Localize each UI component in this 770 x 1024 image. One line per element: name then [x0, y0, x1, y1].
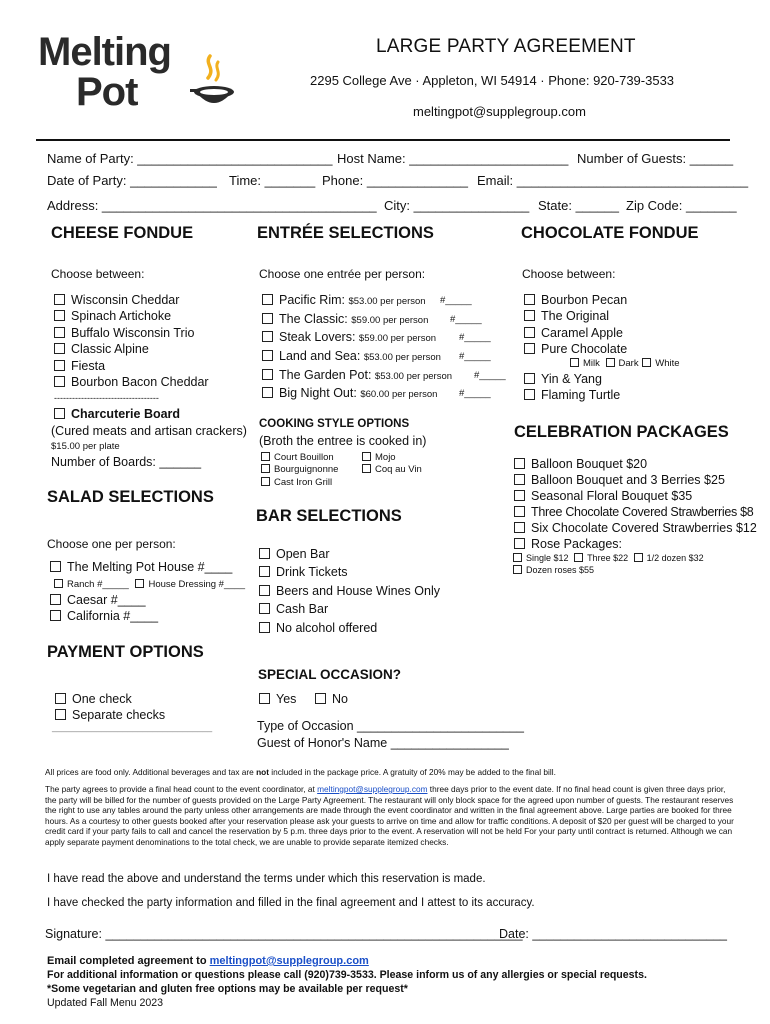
chocolate-option[interactable]: Yin & Yang: [524, 372, 602, 386]
entree-count-field[interactable]: #_____: [440, 295, 472, 306]
cooking-option[interactable]: Mojo: [362, 452, 396, 463]
acknowledgement-2: I have checked the party information and filled in the final agreement and I attest to its accuracy.: [47, 897, 535, 909]
checkbox-icon[interactable]: [54, 343, 65, 354]
cheese-option[interactable]: Classic Alpine: [54, 342, 149, 356]
charcuterie-price: $15.00 per plate: [51, 441, 120, 452]
cooking-style-subtitle: (Broth the entree is cooked in): [259, 434, 427, 448]
checkbox-icon[interactable]: [50, 561, 61, 572]
chocolate-option[interactable]: Flaming Turtle: [524, 388, 620, 402]
signature-field[interactable]: Signature: ____________________________________________________________: [45, 927, 523, 941]
salad-prompt: Choose one per person:: [47, 537, 176, 551]
header-divider: [36, 139, 730, 141]
cheese-option[interactable]: Fiesta: [54, 359, 105, 373]
celebration-option[interactable]: Balloon Bouquet $20: [514, 457, 647, 471]
logo-line1: Melting: [38, 30, 171, 74]
celebration-option[interactable]: Three Chocolate Covered Strawberries $8: [514, 505, 753, 519]
checkbox-icon[interactable]: [262, 387, 273, 398]
acknowledgement-1: I have read the above and understand the terms under which this reservation is made.: [47, 873, 486, 885]
chocolate-fondue-heading: CHOCOLATE FONDUE: [521, 224, 699, 242]
checkbox-icon[interactable]: [54, 360, 65, 371]
checkbox-icon[interactable]: [259, 693, 270, 704]
dressing-options: Ranch #_____ House Dressing #____: [54, 579, 245, 590]
checkbox-icon[interactable]: [514, 474, 525, 485]
name-of-party-field[interactable]: Name of Party: ___________________________: [47, 151, 333, 166]
checkbox-icon[interactable]: [261, 464, 270, 473]
type-of-occasion-field[interactable]: Type of Occasion ________________________: [257, 719, 524, 733]
date-of-party-field[interactable]: Date of Party: ____________: [47, 173, 217, 188]
terms-paragraph: The party agrees to provide a final head count to the event coordinator, at meltingpot@supplegroup.com three days prior to the event date. If no final head count is given three days prior, the party will be billed for the number of guests provided on the Large Party Agreement. The restaurant will only block space for the agreed upon number of guests. The restaurant reserves the right to use any tables around the party unless other arrangements are made through the event coordinator and written in the final agreement above. Large parties are booked for three hours. As a courtesy to other guests booked after your reservation please ask your guests to arrive on time and allow for traffic conditions. A deposit of $20 per guest will be charged to your credit card if your party fails to call and cancel the reservation by 5 p.m. three days prior to the event. A reservation will not be held For your party until contract is returned. Although we can apply separate payment denominations to the total check, we are unable to provide separate itemized checks.: [45, 784, 734, 847]
fondue-pot-icon: [188, 52, 240, 114]
checkbox-icon[interactable]: [524, 294, 535, 305]
checkbox-icon[interactable]: [259, 566, 270, 577]
restaurant-email: meltingpot@supplegroup.com: [413, 104, 586, 119]
checkbox-icon[interactable]: [514, 538, 525, 549]
cooking-option[interactable]: Coq au Vin: [362, 464, 422, 475]
occasion-yes-option[interactable]: Yes: [259, 692, 296, 706]
checkbox-icon[interactable]: [262, 313, 273, 324]
charcuterie-description: (Cured meats and artisan crackers): [51, 424, 247, 438]
checkbox-icon[interactable]: [54, 327, 65, 338]
celebration-option[interactable]: Seasonal Floral Bouquet $35: [514, 489, 692, 503]
vegetarian-note: *Some vegetarian and gluten free options may be available per request*: [47, 983, 408, 995]
checkbox-icon[interactable]: [524, 373, 535, 384]
prices-note: All prices are food only. Additional beverages and tax are not included in the package price. A gratuity of 20% may be added to the final bill.: [45, 767, 556, 777]
info-note: For additional information or questions please call (920)739-3533. Please inform us of any allergies or special requests.: [47, 969, 647, 981]
checkbox-icon[interactable]: [261, 452, 270, 461]
bar-option[interactable]: Cash Bar: [259, 602, 328, 616]
logo-line2: Pot: [76, 70, 138, 114]
checkbox-icon[interactable]: [524, 310, 535, 321]
state-field[interactable]: State: ______: [538, 198, 619, 213]
entree-heading: ENTRÉE SELECTIONS: [257, 224, 434, 242]
checkbox-icon[interactable]: [262, 331, 273, 342]
checkbox-icon[interactable]: [259, 603, 270, 614]
cheese-option[interactable]: Buffalo Wisconsin Trio: [54, 326, 194, 340]
checkbox-icon[interactable]: [54, 579, 63, 588]
checkbox-icon[interactable]: [513, 553, 522, 562]
rose-package-options: Single $12 Three $22 1/2 dozen $32: [513, 553, 704, 563]
checkbox-icon[interactable]: [135, 579, 144, 588]
address-field[interactable]: Address: ______________________________________: [47, 198, 377, 213]
checkbox-icon[interactable]: [50, 594, 61, 605]
payment-option[interactable]: Separate checks: [55, 708, 165, 722]
checkbox-icon[interactable]: [606, 358, 615, 367]
guest-of-honor-field[interactable]: Guest of Honor's Name _________________: [257, 736, 509, 750]
entree-option[interactable]: Land and Sea: $53.00 per person: [262, 349, 441, 363]
bar-option[interactable]: Open Bar: [259, 547, 330, 561]
checkbox-icon[interactable]: [514, 506, 525, 517]
salad-option-caesar[interactable]: Caesar #____: [50, 593, 146, 607]
checkbox-icon[interactable]: [524, 327, 535, 338]
cheese-fondue-heading: CHEESE FONDUE: [51, 224, 194, 242]
celebration-option[interactable]: Six Chocolate Covered Strawberries $12: [514, 521, 757, 535]
entree-prompt: Choose one entrée per person:: [259, 267, 426, 281]
cheese-option[interactable]: Spinach Artichoke: [54, 309, 171, 323]
checkbox-icon[interactable]: [261, 477, 270, 486]
checkbox-icon[interactable]: [513, 565, 522, 574]
entree-count-field[interactable]: #_____: [459, 332, 491, 343]
checkbox-icon[interactable]: [50, 610, 61, 621]
checkbox-icon[interactable]: [570, 358, 579, 367]
footer-email-link[interactable]: meltingpot@supplegroup.com: [209, 955, 369, 967]
entree-option[interactable]: Pacific Rim: $53.00 per person: [262, 293, 426, 307]
salad-option-california[interactable]: California #____: [50, 609, 158, 623]
page-title: LARGE PARTY AGREEMENT: [376, 36, 636, 57]
pure-chocolate-options: Milk Dark White: [570, 358, 680, 369]
date-field[interactable]: Date: ____________________________: [499, 927, 728, 941]
checkbox-icon[interactable]: [54, 376, 65, 387]
special-occasion-heading: SPECIAL OCCASION?: [258, 667, 402, 682]
payment-heading: PAYMENT OPTIONS: [47, 643, 204, 661]
payment-line: ________________________________: [52, 722, 213, 732]
entree-option[interactable]: The Classic: $59.00 per person: [262, 312, 428, 326]
checkbox-icon[interactable]: [262, 350, 273, 361]
checkbox-icon[interactable]: [55, 709, 66, 720]
chocolate-option[interactable]: Caramel Apple: [524, 326, 623, 340]
updated-note: Updated Fall Menu 2023: [47, 997, 164, 1009]
checkbox-icon[interactable]: [259, 548, 270, 559]
checkbox-icon[interactable]: [524, 389, 535, 400]
number-of-boards-field[interactable]: Number of Boards: ______: [51, 455, 202, 469]
celebration-packages-heading: CELEBRATION PACKAGES: [514, 423, 729, 441]
checkbox-icon[interactable]: [259, 585, 270, 596]
time-field[interactable]: Time: _______: [229, 173, 316, 188]
chocolate-option[interactable]: Bourbon Pecan: [524, 293, 627, 307]
checkbox-icon[interactable]: [315, 693, 326, 704]
terms-email-link[interactable]: meltingpot@supplegroup.com: [317, 784, 428, 794]
cheese-prompt: Choose between:: [51, 267, 145, 281]
salad-heading: SALAD SELECTIONS: [47, 488, 214, 506]
number-of-guests-field[interactable]: Number of Guests: ______: [577, 151, 734, 166]
entree-count-field[interactable]: #_____: [450, 314, 482, 325]
checkbox-icon[interactable]: [262, 369, 273, 380]
email-agreement-note: Email completed agreement to meltingpot@supplegroup.com: [47, 955, 369, 967]
zip-code-field[interactable]: Zip Code: _______: [626, 198, 737, 213]
chocolate-prompt: Choose between:: [522, 267, 616, 281]
cooking-option[interactable]: Cast Iron Grill: [261, 477, 332, 488]
checkbox-icon[interactable]: [514, 458, 525, 469]
checkbox-icon[interactable]: [362, 452, 371, 461]
celebration-option[interactable]: Rose Packages:: [514, 537, 622, 551]
chocolate-option[interactable]: The Original: [524, 309, 609, 323]
checkbox-icon[interactable]: [574, 553, 583, 562]
cheese-divider: -----------------------------------: [54, 393, 159, 403]
checkbox-icon[interactable]: [54, 294, 65, 305]
chocolate-option[interactable]: Pure Chocolate: [524, 342, 627, 356]
checkbox-icon[interactable]: [524, 343, 535, 354]
rose-dozen-option[interactable]: Dozen roses $55: [513, 565, 594, 575]
bar-option[interactable]: No alcohol offered: [259, 621, 377, 635]
checkbox-icon[interactable]: [54, 310, 65, 321]
bar-option[interactable]: Drink Tickets: [259, 565, 348, 579]
checkbox-icon[interactable]: [55, 693, 66, 704]
checkbox-icon[interactable]: [362, 464, 371, 473]
checkbox-icon[interactable]: [642, 358, 651, 367]
cooking-option[interactable]: Bourguignonne: [261, 464, 338, 475]
occasion-no-option[interactable]: No: [315, 692, 348, 706]
restaurant-address: 2295 College Ave · Appleton, WI 54914 · Phone: 920-739-3533: [310, 73, 675, 88]
entree-option[interactable]: Steak Lovers: $59.00 per person: [262, 330, 436, 344]
entree-count-field[interactable]: #_____: [459, 388, 491, 399]
celebration-option[interactable]: Balloon Bouquet and 3 Berries $25: [514, 473, 725, 487]
bar-heading: BAR SELECTIONS: [256, 507, 402, 525]
checkbox-icon[interactable]: [514, 522, 525, 533]
cooking-style-heading: COOKING STYLE OPTIONS: [259, 418, 410, 430]
host-name-field[interactable]: Host Name: ______________________: [337, 151, 569, 166]
bar-option[interactable]: Beers and House Wines Only: [259, 584, 440, 598]
city-field[interactable]: City: ________________: [384, 198, 530, 213]
phone-field[interactable]: Phone: ______________: [322, 173, 469, 188]
entree-count-field[interactable]: #_____: [474, 370, 506, 381]
checkbox-icon[interactable]: [514, 490, 525, 501]
charcuterie-option[interactable]: Charcuterie Board: [54, 407, 180, 421]
cooking-option[interactable]: Court Bouillon: [261, 452, 334, 463]
checkbox-icon[interactable]: [634, 553, 643, 562]
email-field[interactable]: Email: ________________________________: [477, 173, 749, 188]
entree-option[interactable]: The Garden Pot: $53.00 per person: [262, 368, 452, 382]
salad-option-house[interactable]: The Melting Pot House #____: [50, 560, 232, 574]
cheese-option[interactable]: Wisconsin Cheddar: [54, 293, 179, 307]
checkbox-icon[interactable]: [259, 622, 270, 633]
checkbox-icon[interactable]: [262, 294, 273, 305]
entree-option[interactable]: Big Night Out: $60.00 per person: [262, 386, 437, 400]
checkbox-icon[interactable]: [54, 408, 65, 419]
payment-option[interactable]: One check: [55, 692, 132, 706]
cheese-option[interactable]: Bourbon Bacon Cheddar: [54, 375, 209, 389]
entree-count-field[interactable]: #_____: [459, 351, 491, 362]
